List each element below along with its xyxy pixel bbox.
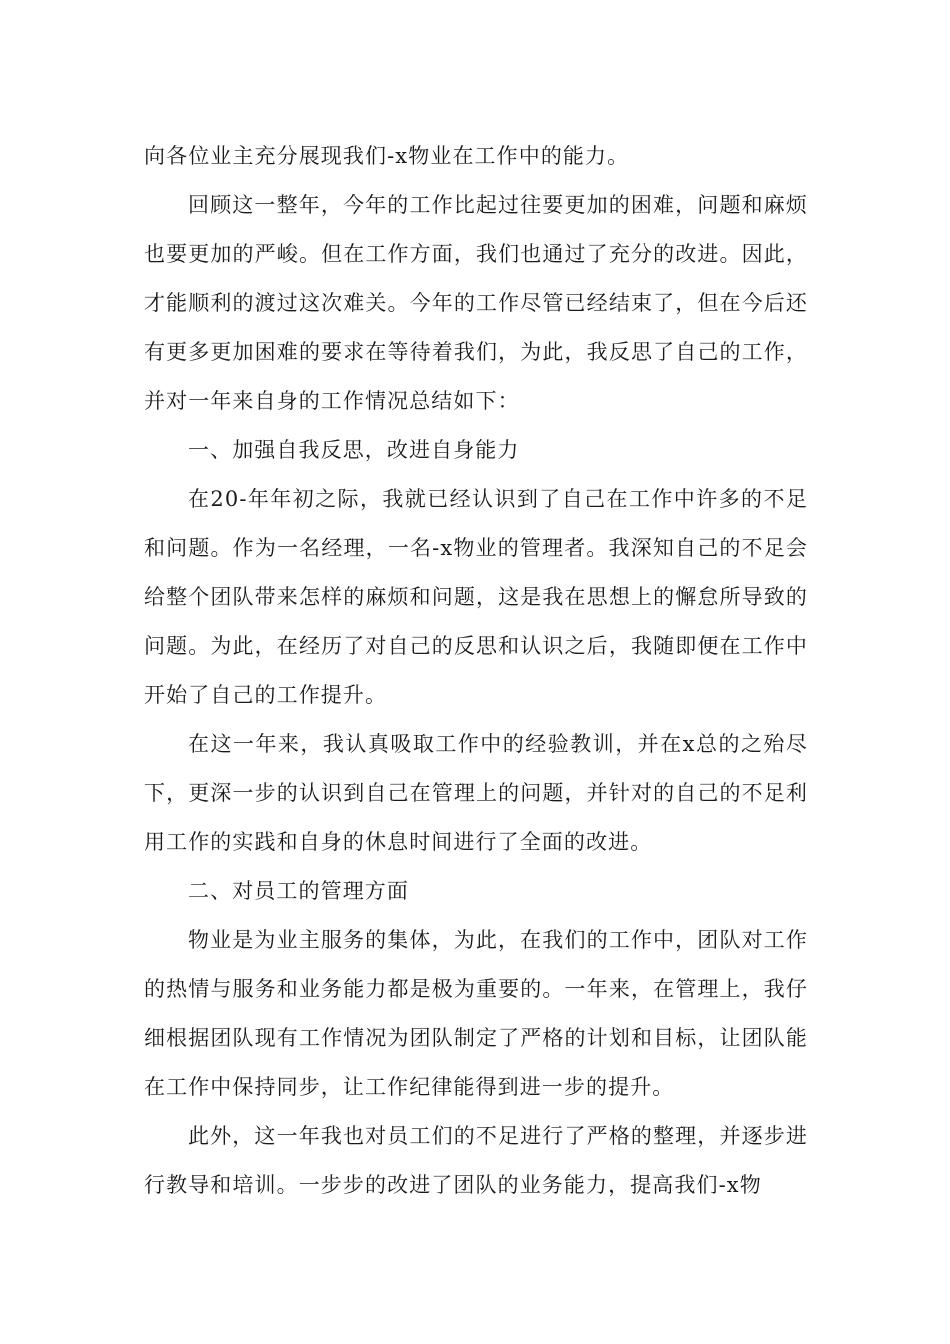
paragraph-staff-training: 此外，这一年我也对员工们的不足进行了严格的整理，并逐步进行教导和培训。一步步的改进了团队的业务能力，提高我们-x物 (144, 1124, 808, 1197)
section-heading-self-reflection: 一、加强自我反思，改进自身能力 (188, 438, 520, 462)
paragraph-self-reflection: 在20-年年初之际，我就已经认识到了自己在工作中许多的不足和问题。作为一名经理，一名-x物业的管理者。我深知自己的不足会给整个团队带来怎样的麻烦和问题，这是我在思想上的懈怠所导致的问题。为此，在经历了对自己的反思和认识之后，我随即便在工作中开始了自己的工作提升。 (144, 487, 808, 707)
paragraph-team-management: 物业是为业主服务的集体，为此，在我们的工作中，团队对工作的热情与服务和业务能力都是极为重要的。一年来，在管理上，我仔细根据团队现有工作情况为团队制定了严格的计划和目标，让团队能在工作中保持同步，让工作纪律能得到进一步的提升。 (144, 928, 808, 1099)
paragraph-lessons-learned: 在这一年来，我认真吸取工作中的经验教训，并在x总的之殆尽下，更深一步的认识到自己在管理上的问题，并针对的自己的不足利用工作的实践和自身的休息时间进行了全面的改进。 (144, 732, 808, 854)
section-heading-staff-management: 二、对员工的管理方面 (188, 879, 409, 903)
paragraph-review: 回顾这一整年，今年的工作比起过往要更加的困难，问题和麻烦也要更加的严峻。但在工作方面，我们也通过了充分的改进。因此，才能顺利的渡过这次难关。今年的工作尽管已经结束了，但在今后还有更多更加困难的要求在等待着我们，为此，我反思了自己的工作，并对一年来自身的工作情况总结如下： (144, 193, 808, 413)
document-body (144, 132, 808, 1210)
paragraph-continuation: 向各位业主充分展现我们-x物业在工作中的能力。 (144, 144, 630, 168)
